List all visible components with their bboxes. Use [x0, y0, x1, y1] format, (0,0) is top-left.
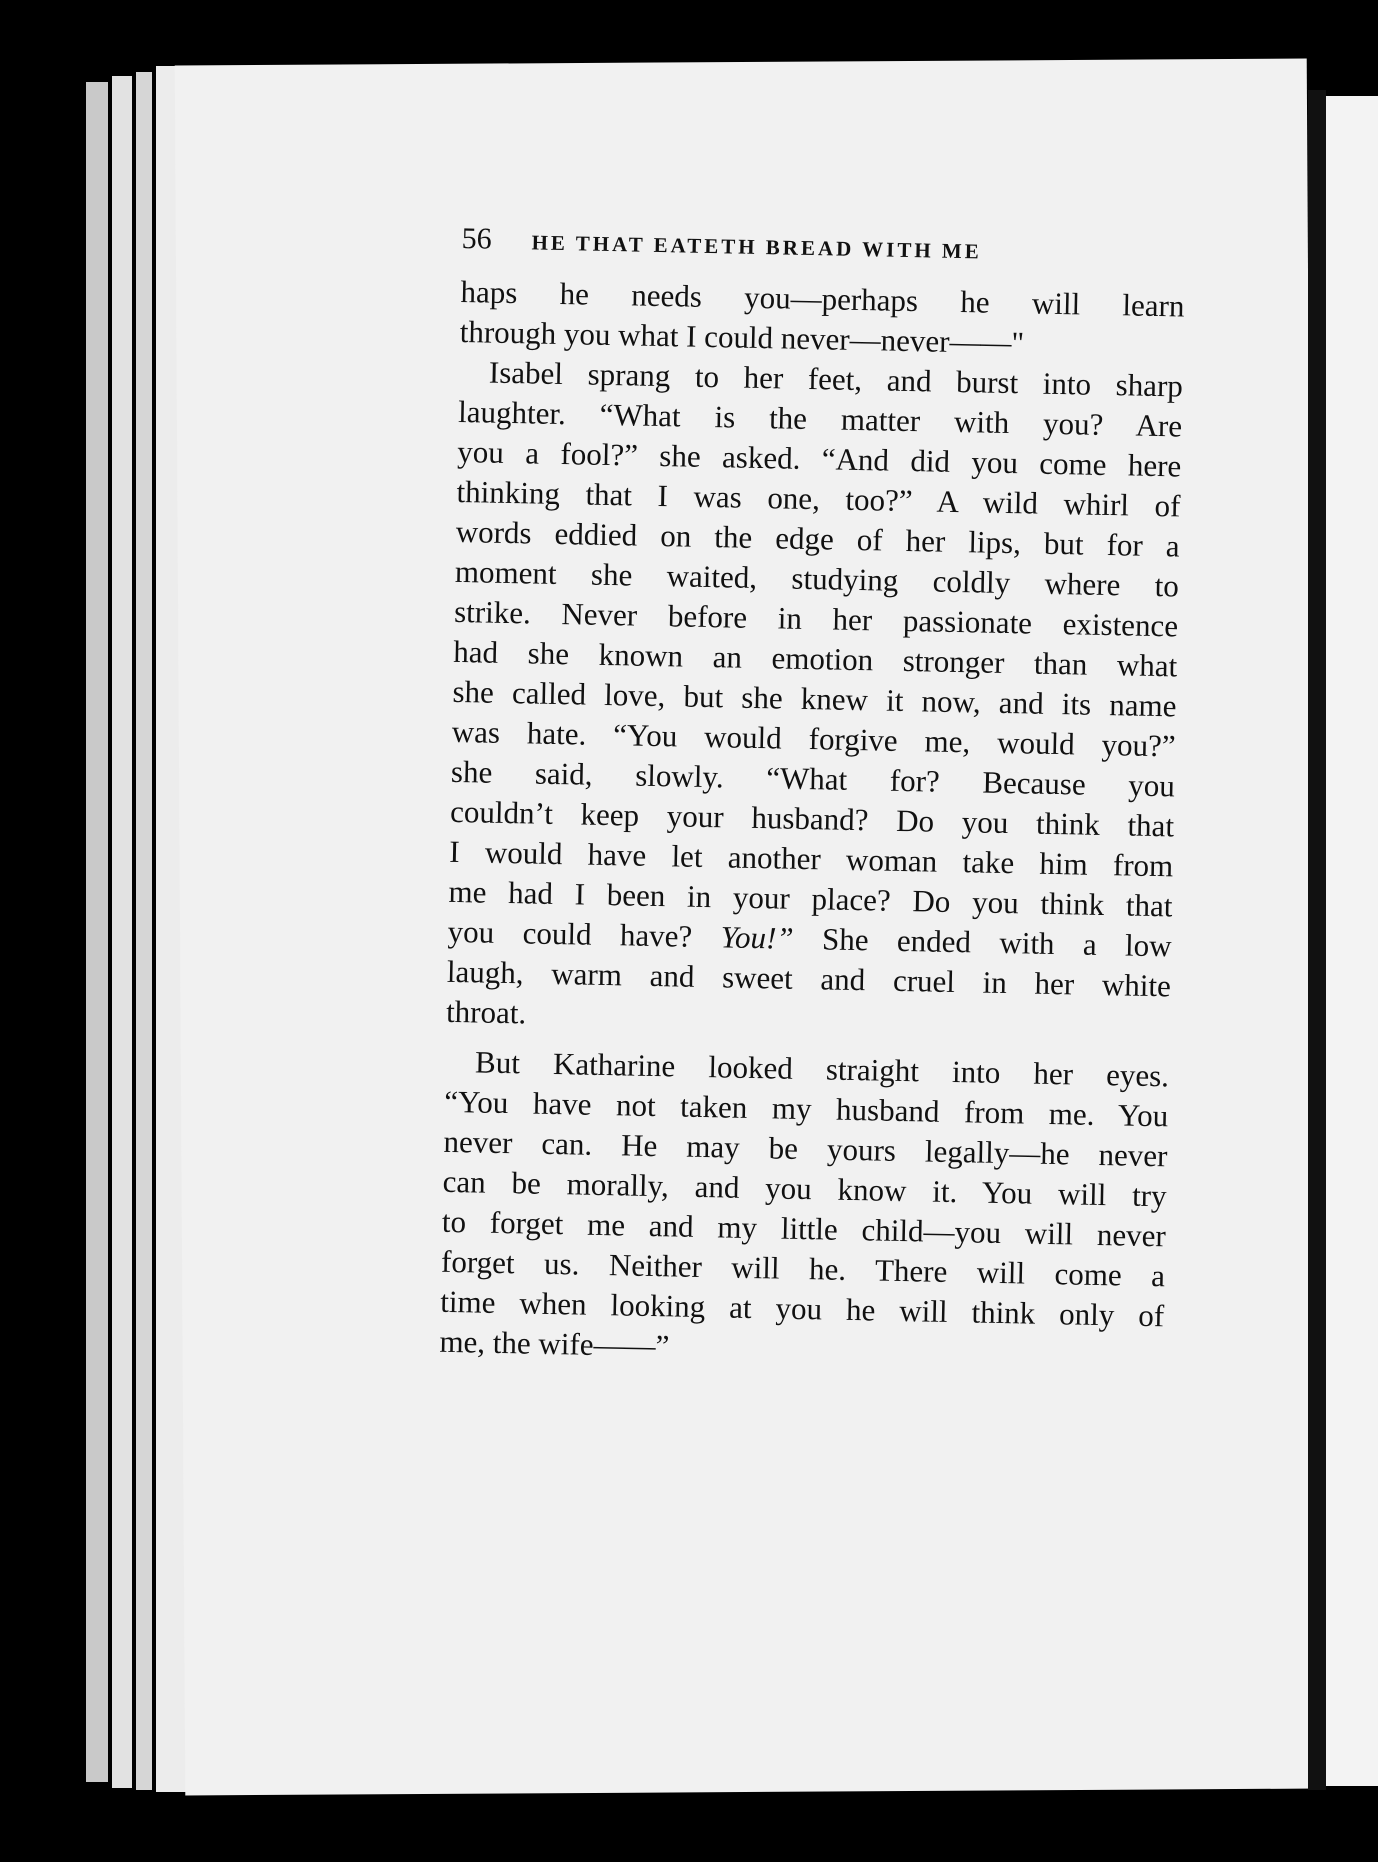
text-line: haps he needs you—perhaps he will learn: [460, 273, 1185, 324]
text-line: couldn’t keep your husband? Do you think that: [449, 793, 1175, 844]
page-number: 56: [461, 222, 492, 256]
text-segment: She ended with a low: [793, 920, 1172, 964]
text-line: you a fool?” she asked. “And did you come here: [457, 433, 1182, 484]
page-edge: [86, 82, 108, 1782]
page-edge: [112, 76, 132, 1788]
text-line: I would have let another woman take him from: [449, 833, 1174, 884]
text-segment: you could have?: [447, 913, 722, 955]
facing-page-edge: [1326, 96, 1378, 1786]
text-line: moment she waited, studying coldly where to: [454, 553, 1180, 604]
italic-word: You!”: [720, 919, 794, 956]
page-text-block: [439, 222, 1186, 1376]
text-line: she called love, but she knew it now, and its name: [452, 673, 1177, 724]
text-line: laugh, warm and sweet and cruel in her white: [446, 953, 1172, 1004]
text-line: can be morally, and you know it. You will try: [442, 1163, 1167, 1214]
text-line: words eddied on the edge of her lips, but for a: [455, 513, 1180, 564]
text-line: laughter. “What is the matter with you? Are: [457, 393, 1183, 444]
book-gutter: [1308, 90, 1326, 1790]
text-line: was hate. “You would forgive me, would you?”: [451, 713, 1176, 764]
text-line: “You have not taken my husband from me. You: [443, 1083, 1169, 1134]
text-line: strike. Never before in her passionate existence: [453, 593, 1179, 644]
text-line: Isabel sprang to her feet, and burst into sharp: [488, 354, 1184, 404]
text-line: thinking that I was one, too?” A wild whirl of: [456, 473, 1181, 524]
text-line: time when looking at you he will think only of: [439, 1283, 1165, 1334]
paragraph: [446, 352, 1184, 1046]
running-title: HE THAT EATETH BREAD WITH ME: [531, 230, 982, 264]
paragraph: [439, 1042, 1169, 1376]
text-line: she said, slowly. “What for? Because you: [450, 753, 1176, 804]
text-line: never can. He may be yours legally—he never: [443, 1123, 1168, 1174]
text-line: to forget me and my little child—you will never: [441, 1203, 1167, 1254]
text-line: through you what I could never—never——": [459, 313, 1025, 361]
text-line: throat.: [445, 993, 527, 1031]
text-line: had she known an emotion stronger than what: [453, 633, 1178, 684]
text-line: forget us. Neither will he. There will come a: [440, 1243, 1166, 1294]
text-line: But Katharine looked straight into her eyes.: [474, 1044, 1170, 1094]
text-line: me had I been in your place? Do you think that: [448, 873, 1173, 924]
text-line: me, the wife——”: [439, 1323, 670, 1364]
page-edge: [136, 72, 152, 1790]
paragraph: [459, 272, 1184, 367]
